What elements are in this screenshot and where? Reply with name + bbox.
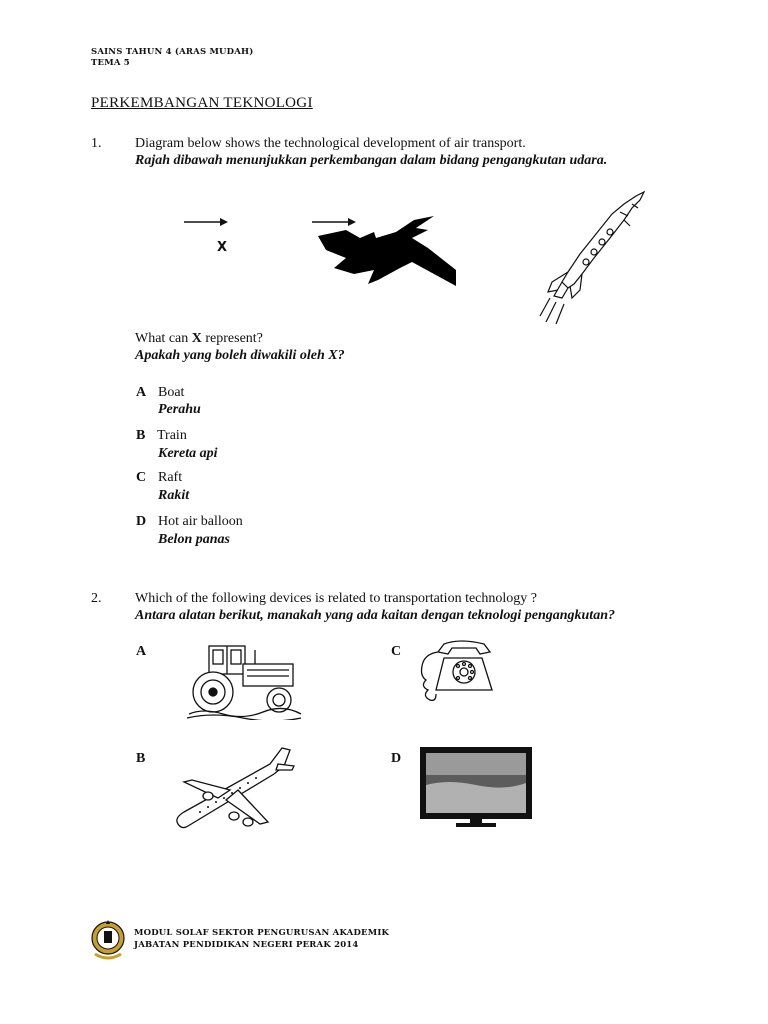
q1-text-en: Diagram below shows the technological development of air transport. bbox=[135, 136, 526, 151]
television-icon[interactable] bbox=[418, 745, 534, 829]
q1-question-my: Apakah yang boleh diwakili oleh X? bbox=[135, 348, 345, 363]
header-subject: SAINS TAHUN 4 (ARAS MUDAH) bbox=[91, 47, 254, 57]
q1-option-c-en[interactable]: Raft bbox=[158, 470, 183, 485]
footer-line1: MODUL SOLAF SEKTOR PENGURUSAN AKADEMIK bbox=[134, 928, 390, 938]
header-theme: TEMA 5 bbox=[91, 58, 130, 68]
arrow-icon bbox=[180, 214, 230, 230]
tractor-icon[interactable] bbox=[183, 640, 305, 720]
q2-text-my: Antara alatan berikut, manakah yang ada kaitan dengan teknologi pengangkutan? bbox=[135, 608, 615, 623]
q1-question-en: What can X represent? bbox=[135, 331, 263, 346]
crest-logo-icon bbox=[89, 918, 127, 962]
q2-number: 2. bbox=[91, 591, 102, 606]
q1-option-b-en[interactable]: Train bbox=[157, 428, 187, 443]
q1-option-b-my: Kereta api bbox=[158, 446, 218, 461]
q2-option-c-letter[interactable]: C bbox=[391, 644, 402, 659]
airplane-icon[interactable] bbox=[170, 744, 300, 834]
q1-option-c-my: Rakit bbox=[158, 488, 190, 503]
q2-option-a-letter[interactable]: A bbox=[136, 644, 147, 659]
diagram-x-label: X bbox=[217, 240, 228, 255]
q1-option-a-en[interactable]: Boat bbox=[158, 385, 185, 400]
telephone-icon[interactable] bbox=[414, 636, 496, 706]
q1-option-c-letter[interactable]: C bbox=[136, 470, 147, 485]
q2-option-d-letter[interactable]: D bbox=[391, 751, 402, 766]
q1-number: 1. bbox=[91, 136, 102, 151]
airplane-silhouette-icon bbox=[316, 208, 461, 290]
page-title: PERKEMBANGAN TEKNOLOGI bbox=[91, 95, 313, 111]
q1-option-a-letter[interactable]: A bbox=[136, 385, 147, 400]
q1-option-d-letter[interactable]: D bbox=[136, 514, 147, 529]
q2-text-en: Which of the following devices is related to transportation technology ? bbox=[135, 591, 537, 606]
q1-option-d-en[interactable]: Hot air balloon bbox=[158, 514, 243, 529]
q1-option-d-my: Belon panas bbox=[158, 532, 230, 547]
q1-text-my: Rajah dibawah menunjukkan perkembangan dalam bidang pengangkutan udara. bbox=[135, 153, 608, 168]
q1-option-b-letter[interactable]: B bbox=[136, 428, 146, 443]
q2-option-b-letter[interactable]: B bbox=[136, 751, 146, 766]
rocket-icon bbox=[532, 186, 650, 328]
footer-line2: JABATAN PENDIDIKAN NEGERI PERAK 2014 bbox=[134, 940, 359, 950]
q1-option-a-my: Perahu bbox=[158, 402, 201, 417]
